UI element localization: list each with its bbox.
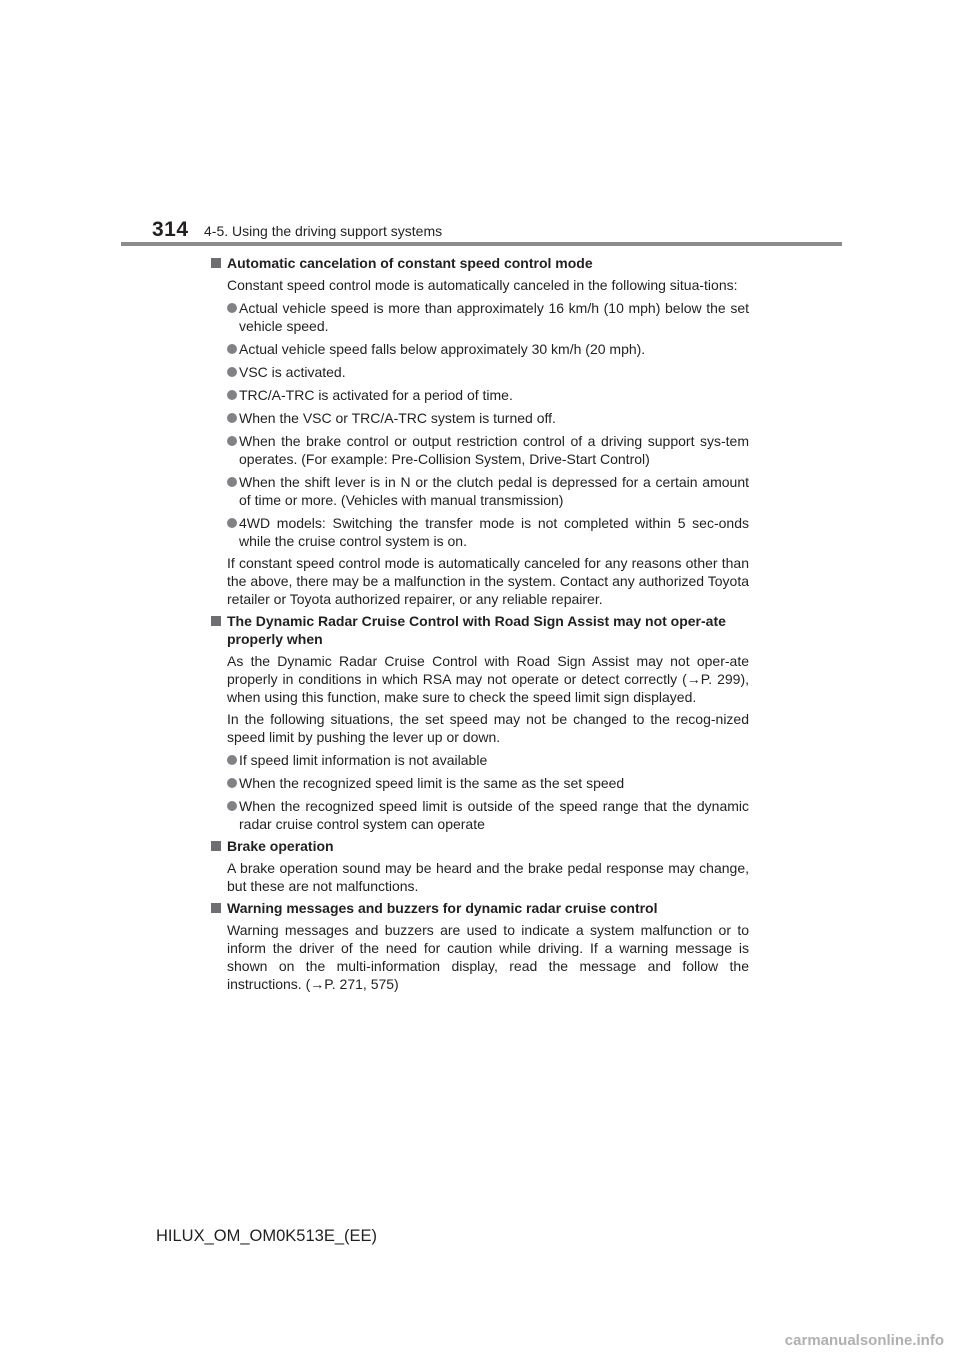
square-bullet-icon <box>211 903 221 913</box>
list-item <box>227 340 749 358</box>
list-item-text: 4WD models: Switching the transfer mode is not completed within 5 sec-onds while the cruise control system is on. <box>239 515 749 549</box>
topic-outro: If constant speed control mode is automatically canceled for any reasons other than the above, there may be a malfunction in the system. Contact any authorized Toyota retailer or Toyota authorized repairer, or any reliable repairer. <box>227 555 749 607</box>
page-number: 314 <box>152 218 189 241</box>
list-item-text: TRC/A-TRC is activated for a period of time. <box>239 387 513 403</box>
topic-paragraph: As the Dynamic Radar Cruise Control with Road Sign Assist may not oper-ate properly in conditions in which RSA may not operate or detect correctly (→P. 299), when using this function, make sure to check the speed limit sign displayed. <box>227 653 749 705</box>
topic-warning-messages <box>211 899 749 993</box>
topic-heading: Brake operation <box>227 838 334 854</box>
topic-paragraph: Warning messages and buzzers are used to indicate a system malfunction or to inform the driver of the need for caution while driving. If a warning message is shown on the multi-information display, read the message and follow the instructions. (→P. 271, 575) <box>227 922 749 992</box>
circle-bullet-icon <box>227 755 237 765</box>
topic-heading: The Dynamic Radar Cruise Control with Road Sign Assist may not oper-ate properly when <box>227 613 726 647</box>
square-bullet-icon <box>211 258 221 268</box>
list-item <box>227 363 749 381</box>
topic-auto-cancelation <box>211 254 749 608</box>
circle-bullet-icon <box>227 801 237 811</box>
list-item <box>227 751 749 769</box>
square-bullet-icon <box>211 841 221 851</box>
list-item-text: If speed limit information is not available <box>239 752 488 768</box>
header-divider <box>121 242 842 246</box>
circle-bullet-icon <box>227 367 237 377</box>
circle-bullet-icon <box>227 477 237 487</box>
list-item-text: When the recognized speed limit is the same as the set speed <box>239 775 625 791</box>
circle-bullet-icon <box>227 778 237 788</box>
topic-paragraph: In the following situations, the set speed may not be changed to the recog-nized speed limit by pushing the lever up or down. <box>227 711 749 745</box>
circle-bullet-icon <box>227 413 237 423</box>
list-item <box>227 473 749 509</box>
list-item-text: When the VSC or TRC/A-TRC system is turned off. <box>239 410 556 426</box>
circle-bullet-icon <box>227 344 237 354</box>
list-item <box>227 386 749 404</box>
list-item-text: When the shift lever is in N or the clutch pedal is depressed for a certain amount of time or more. (Vehicles with manual transmission) <box>239 474 749 508</box>
list-item <box>227 432 749 468</box>
list-item-text: When the brake control or output restriction control of a driving support sys-tem operates. (For example: Pre-Collision System, Drive-Start Control) <box>239 433 749 467</box>
list-item <box>227 774 749 792</box>
topic-intro: Constant speed control mode is automatically canceled in the following situa-tions: <box>227 277 738 293</box>
list-item <box>227 797 749 833</box>
circle-bullet-icon <box>227 518 237 528</box>
list-item <box>227 514 749 550</box>
topic-paragraph: A brake operation sound may be heard and the brake pedal response may change, but these are not malfunctions. <box>227 860 749 894</box>
list-item-text: Actual vehicle speed is more than approximately 16 km/h (10 mph) below the set vehicle speed. <box>239 300 749 334</box>
list-item <box>227 299 749 335</box>
list-item-text: Actual vehicle speed falls below approximately 30 km/h (20 mph). <box>239 341 646 357</box>
list-item-text: VSC is activated. <box>239 364 346 380</box>
document-code: HILUX_OM_OM0K513E_(EE) <box>156 1227 378 1245</box>
circle-bullet-icon <box>227 390 237 400</box>
section-title: 4-5. Using the driving support systems <box>204 223 443 239</box>
page-content <box>211 254 749 993</box>
circle-bullet-icon <box>227 436 237 446</box>
topic-heading: Automatic cancelation of constant speed control mode <box>227 255 593 271</box>
topic-brake-operation <box>211 837 749 895</box>
list-item-text: When the recognized speed limit is outside of the speed range that the dynamic radar cruise control system can operate <box>239 798 749 832</box>
square-bullet-icon <box>211 616 221 626</box>
circle-bullet-icon <box>227 303 237 313</box>
topic-rsa-limitations <box>211 612 749 833</box>
list-item <box>227 409 749 427</box>
topic-heading: Warning messages and buzzers for dynamic radar cruise control <box>227 900 658 916</box>
watermark: carmanualsonline.info <box>784 1332 944 1349</box>
